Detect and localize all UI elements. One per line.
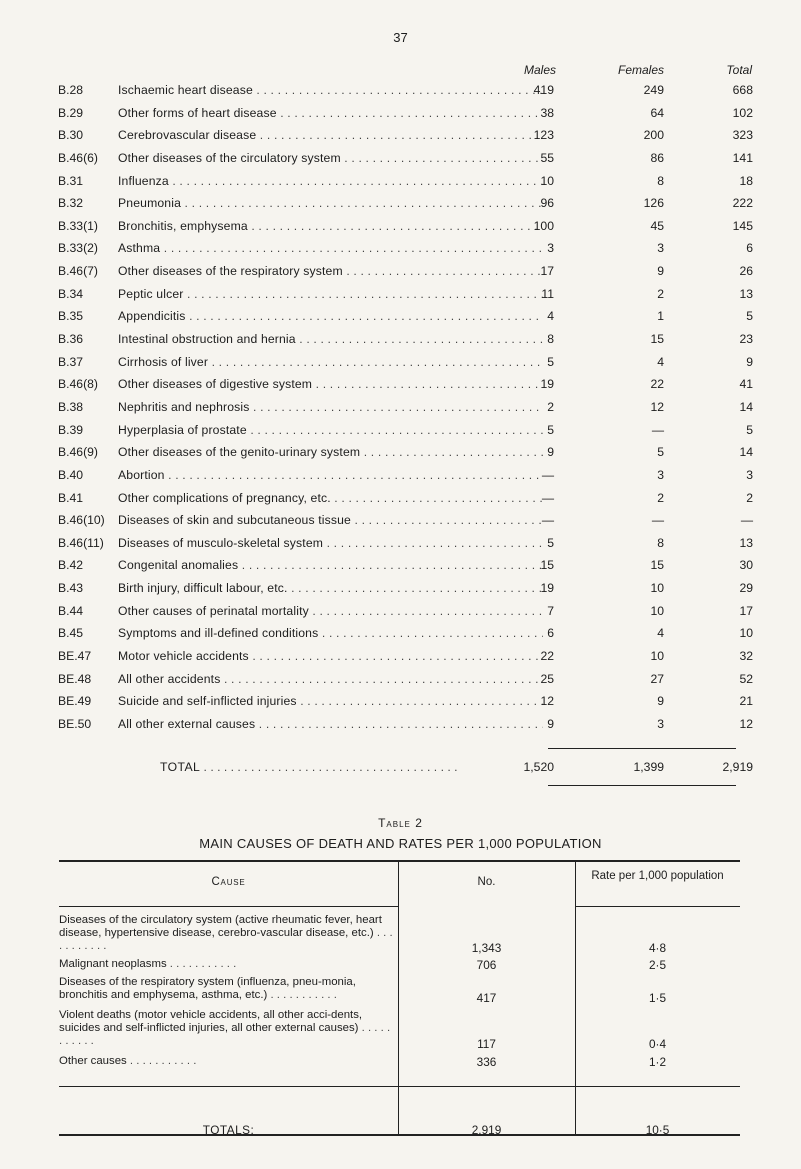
row-label: Other causes of perinatal mortality . . . bbox=[118, 604, 543, 618]
row-total: 145 bbox=[732, 218, 753, 233]
row-label: Influenza . . . bbox=[118, 174, 543, 188]
table-row bbox=[0, 103, 801, 126]
row-males: 5 bbox=[547, 535, 554, 550]
table-row bbox=[0, 533, 801, 556]
row-code: B.44 bbox=[58, 603, 84, 618]
table-row bbox=[0, 80, 801, 103]
row-males: 8 bbox=[547, 332, 554, 347]
row-males: 12 bbox=[540, 694, 554, 709]
row-total: 13 bbox=[739, 286, 753, 301]
row-code: B.30 bbox=[58, 128, 84, 143]
cause-number: 706 bbox=[476, 958, 497, 972]
table-row bbox=[0, 216, 801, 239]
row-code: B.39 bbox=[58, 422, 84, 437]
row-total: 21 bbox=[739, 694, 753, 709]
row-code: B.32 bbox=[58, 196, 84, 211]
row-males: 10 bbox=[540, 173, 554, 188]
row-total: — bbox=[740, 513, 753, 528]
row-males: 3 bbox=[547, 241, 554, 256]
row-males: 25 bbox=[540, 671, 554, 686]
row-label: Congenital anomalies . . . bbox=[118, 558, 543, 572]
row-total: 23 bbox=[739, 332, 753, 347]
row-males: 19 bbox=[540, 581, 554, 596]
row-total: 17 bbox=[739, 603, 753, 618]
row-label: Pneumonia . . . bbox=[118, 196, 543, 210]
page-number: 37 bbox=[393, 30, 408, 45]
table-row bbox=[0, 261, 801, 284]
row-label: Hyperplasia of prostate . . . bbox=[118, 423, 543, 437]
cause-rate: 1·5 bbox=[648, 991, 667, 1005]
row-code: B.46(11) bbox=[58, 535, 104, 550]
row-label: Other complications of pregnancy, etc. . . . bbox=[118, 491, 543, 505]
totals-label: TOTALS: bbox=[202, 1123, 255, 1137]
row-females: 15 bbox=[650, 332, 664, 347]
row-females: 3 bbox=[657, 467, 664, 482]
cause-row: Diseases of the circulatory system (active rheumatic fever, heart disease, hypertensive disease, cerebro-vascular disease, etc.) . . . bbox=[59, 914, 393, 952]
row-females: 8 bbox=[657, 173, 664, 188]
table-row bbox=[0, 284, 801, 307]
total-label: TOTAL . . . bbox=[160, 760, 543, 774]
row-label: Appendicitis . . . bbox=[118, 309, 543, 323]
row-total: 18 bbox=[739, 173, 753, 188]
cause-row: Malignant neoplasms . . . bbox=[59, 958, 393, 971]
row-males: 9 bbox=[547, 445, 554, 460]
row-code: B.46(10) bbox=[58, 513, 105, 528]
table-row bbox=[0, 306, 801, 329]
row-code: B.40 bbox=[58, 467, 84, 482]
row-code: B.46(7) bbox=[58, 264, 98, 279]
row-females: 4 bbox=[657, 626, 664, 641]
row-males: 5 bbox=[547, 354, 554, 369]
row-label: Suicide and self-inflicted injuries . . . bbox=[118, 694, 543, 708]
table-row bbox=[0, 442, 801, 465]
row-total: 10 bbox=[739, 626, 753, 641]
row-label: Intestinal obstruction and hernia . . . bbox=[118, 332, 543, 346]
row-females: 45 bbox=[650, 218, 664, 233]
row-code: BE.47 bbox=[58, 649, 92, 664]
row-males: 9 bbox=[547, 716, 554, 731]
row-males: — bbox=[541, 513, 554, 528]
table-row bbox=[0, 397, 801, 420]
cause-rate: 4·8 bbox=[648, 941, 667, 955]
total-rule-bottom bbox=[548, 785, 736, 786]
row-code: B.37 bbox=[58, 354, 84, 369]
row-label: Abortion . . . bbox=[118, 468, 543, 482]
row-total: 29 bbox=[739, 581, 753, 596]
cause-row: Other causes . . . bbox=[59, 1055, 393, 1068]
row-females: — bbox=[651, 513, 664, 528]
row-females: 1 bbox=[657, 309, 664, 324]
table-row bbox=[0, 555, 801, 578]
row-females: 249 bbox=[643, 83, 664, 97]
cause-row: Violent deaths (motor vehicle accidents, all other acci-dents, suicides and self-inflicted injuries, all other external causes) . . . bbox=[59, 1009, 393, 1047]
table-row bbox=[0, 510, 801, 533]
females-header: Females bbox=[617, 63, 664, 77]
totals-rate: 10·5 bbox=[645, 1123, 670, 1137]
row-females: 22 bbox=[650, 377, 664, 392]
table-row bbox=[0, 329, 801, 352]
row-label: Nephritis and nephrosis . . . bbox=[118, 400, 543, 414]
row-code: B.43 bbox=[58, 581, 84, 596]
row-females: 9 bbox=[657, 264, 664, 279]
row-females: 4 bbox=[657, 354, 664, 369]
row-females: 8 bbox=[657, 535, 664, 550]
row-label: Other diseases of the genito-urinary system . . . bbox=[118, 445, 543, 459]
row-females: 64 bbox=[650, 105, 664, 120]
row-total: 222 bbox=[732, 196, 753, 211]
table-row bbox=[0, 488, 801, 511]
cause-header: Cause bbox=[211, 876, 246, 888]
total-all: 2,919 bbox=[722, 760, 753, 774]
table2-header-rule-left bbox=[59, 906, 398, 907]
row-total: 14 bbox=[739, 399, 753, 414]
table-row bbox=[0, 193, 801, 216]
row-females: 5 bbox=[657, 445, 664, 460]
row-males: — bbox=[541, 467, 554, 482]
table1-total-row bbox=[0, 760, 801, 778]
total-rule-top bbox=[548, 748, 736, 749]
row-females: 12 bbox=[650, 399, 664, 414]
row-code: B.34 bbox=[58, 286, 84, 301]
row-code: B.33(2) bbox=[58, 241, 98, 256]
row-code: B.46(8) bbox=[58, 377, 98, 392]
row-total: 102 bbox=[732, 105, 753, 120]
table-row bbox=[0, 691, 801, 714]
table-row bbox=[0, 125, 801, 148]
row-males: 17 bbox=[540, 264, 554, 279]
table-row bbox=[0, 465, 801, 488]
cause-row: Diseases of the respiratory system (influenza, pneu-monia, bronchitis and emphysema, asthma, etc.) . . . bbox=[59, 976, 393, 1002]
row-code: B.29 bbox=[58, 105, 84, 120]
row-label: Other diseases of the respiratory system . . . bbox=[118, 264, 543, 278]
row-total: 9 bbox=[746, 354, 753, 369]
row-code: B.46(6) bbox=[58, 150, 98, 165]
row-label: Other diseases of digestive system . . . bbox=[118, 377, 543, 391]
cause-rate: 0·4 bbox=[648, 1037, 667, 1051]
row-label: Ischaemic heart disease . . . bbox=[118, 83, 543, 97]
cause-number: 1,343 bbox=[471, 941, 502, 955]
row-males: 6 bbox=[547, 626, 554, 641]
cause-rate: 2·5 bbox=[648, 958, 667, 972]
row-females: 9 bbox=[657, 694, 664, 709]
row-label: All other external causes . . . bbox=[118, 717, 543, 731]
row-total: 41 bbox=[739, 377, 753, 392]
row-males: — bbox=[541, 490, 554, 505]
row-males: 4 bbox=[547, 309, 554, 324]
table2-label: Table 2 bbox=[378, 816, 423, 830]
cause-number: 417 bbox=[476, 991, 497, 1005]
row-females: 126 bbox=[643, 196, 664, 211]
row-total: 14 bbox=[739, 445, 753, 460]
row-label: Birth injury, difficult labour, etc. . . . bbox=[118, 581, 543, 595]
row-males: 11 bbox=[541, 286, 554, 301]
row-females: 86 bbox=[650, 150, 664, 165]
row-total: 30 bbox=[739, 558, 753, 573]
row-males: 5 bbox=[547, 422, 554, 437]
row-total: 3 bbox=[746, 467, 753, 482]
row-code: BE.50 bbox=[58, 716, 92, 731]
table2 bbox=[59, 860, 740, 1136]
row-code: B.33(1) bbox=[58, 218, 98, 233]
row-females: 2 bbox=[657, 490, 664, 505]
total-males: 1,520 bbox=[523, 760, 554, 774]
row-label: All other accidents . . . bbox=[118, 672, 543, 686]
table2-footer-rule bbox=[59, 1086, 740, 1087]
row-label: Diseases of musculo-skeletal system . . . bbox=[118, 536, 543, 550]
number-header: No. bbox=[477, 876, 496, 888]
table-row bbox=[0, 148, 801, 171]
row-total: 323 bbox=[732, 128, 753, 143]
row-males: 419 bbox=[533, 83, 554, 97]
row-total: 6 bbox=[746, 241, 753, 256]
row-females: 27 bbox=[650, 671, 664, 686]
row-females: 15 bbox=[650, 558, 664, 573]
row-males: 15 bbox=[540, 558, 554, 573]
cause-number: 117 bbox=[477, 1037, 496, 1051]
table-row bbox=[0, 646, 801, 669]
totals-number: 2,919 bbox=[471, 1123, 502, 1137]
row-females: 10 bbox=[650, 581, 664, 596]
row-females: 10 bbox=[650, 649, 664, 664]
row-code: B.28 bbox=[58, 83, 84, 97]
table2-title: MAIN CAUSES OF DEATH AND RATES PER 1,000 POPULATION bbox=[199, 836, 602, 851]
row-label: Motor vehicle accidents . . . bbox=[118, 649, 543, 663]
row-total: 26 bbox=[739, 264, 753, 279]
total-females: 1,399 bbox=[633, 760, 664, 774]
row-code: BE.49 bbox=[58, 694, 92, 709]
table2-header-rule-right bbox=[575, 906, 740, 907]
row-males: 100 bbox=[533, 218, 554, 233]
row-males: 19 bbox=[540, 377, 554, 392]
row-total: 12 bbox=[739, 716, 753, 731]
table-row bbox=[0, 623, 801, 646]
table-row bbox=[0, 714, 801, 737]
row-code: B.41 bbox=[58, 490, 84, 505]
row-males: 96 bbox=[540, 196, 554, 211]
row-females: 10 bbox=[650, 603, 664, 618]
row-total: 141 bbox=[732, 150, 753, 165]
row-males: 123 bbox=[533, 128, 554, 143]
row-label: Asthma . . . bbox=[118, 241, 543, 255]
total-header: Total bbox=[726, 63, 752, 77]
row-label: Peptic ulcer . . . bbox=[118, 287, 543, 301]
table1-column-headers bbox=[0, 63, 801, 79]
row-total: 52 bbox=[739, 671, 753, 686]
row-males: 22 bbox=[540, 649, 554, 664]
table-row bbox=[0, 601, 801, 624]
row-code: B.45 bbox=[58, 626, 84, 641]
row-males: 2 bbox=[547, 399, 554, 414]
cause-number: 336 bbox=[476, 1055, 497, 1069]
row-males: 7 bbox=[547, 603, 554, 618]
rate-header: Rate per 1,000 population bbox=[591, 870, 724, 882]
row-females: 3 bbox=[657, 241, 664, 256]
row-total: 5 bbox=[746, 309, 753, 324]
males-header: Males bbox=[523, 63, 556, 77]
table-row bbox=[0, 238, 801, 261]
table-row bbox=[0, 352, 801, 375]
row-females: — bbox=[651, 422, 664, 437]
row-code: B.31 bbox=[58, 173, 84, 188]
row-label: Cirrhosis of liver . . . bbox=[118, 355, 543, 369]
row-code: B.46(9) bbox=[58, 445, 98, 460]
row-total: 5 bbox=[746, 422, 753, 437]
table-row bbox=[0, 578, 801, 601]
row-code: B.35 bbox=[58, 309, 84, 324]
row-total: 668 bbox=[732, 83, 753, 97]
row-males: 38 bbox=[540, 105, 554, 120]
row-code: B.36 bbox=[58, 332, 84, 347]
row-males: 55 bbox=[540, 150, 554, 165]
row-label: Other forms of heart disease . . . bbox=[118, 106, 543, 120]
row-label: Symptoms and ill-defined conditions . . . bbox=[118, 626, 543, 640]
table-row bbox=[0, 420, 801, 443]
row-total: 2 bbox=[746, 490, 753, 505]
row-label: Cerebrovascular disease . . . bbox=[118, 128, 543, 142]
row-label: Bronchitis, emphysema . . . bbox=[118, 219, 543, 233]
cause-rate: 1·2 bbox=[648, 1055, 667, 1069]
row-code: BE.48 bbox=[58, 671, 92, 686]
row-code: B.38 bbox=[58, 399, 84, 414]
row-females: 3 bbox=[657, 716, 664, 731]
row-females: 200 bbox=[643, 128, 664, 143]
row-total: 32 bbox=[739, 649, 753, 664]
row-code: B.42 bbox=[58, 558, 84, 573]
row-total: 13 bbox=[739, 535, 753, 550]
table-row bbox=[0, 374, 801, 397]
table-row bbox=[0, 669, 801, 692]
row-label: Other diseases of the circulatory system . . . bbox=[118, 151, 543, 165]
table1-body bbox=[0, 80, 801, 737]
row-label: Diseases of skin and subcutaneous tissue . . . bbox=[118, 513, 543, 527]
table-row bbox=[0, 171, 801, 194]
row-females: 2 bbox=[657, 286, 664, 301]
